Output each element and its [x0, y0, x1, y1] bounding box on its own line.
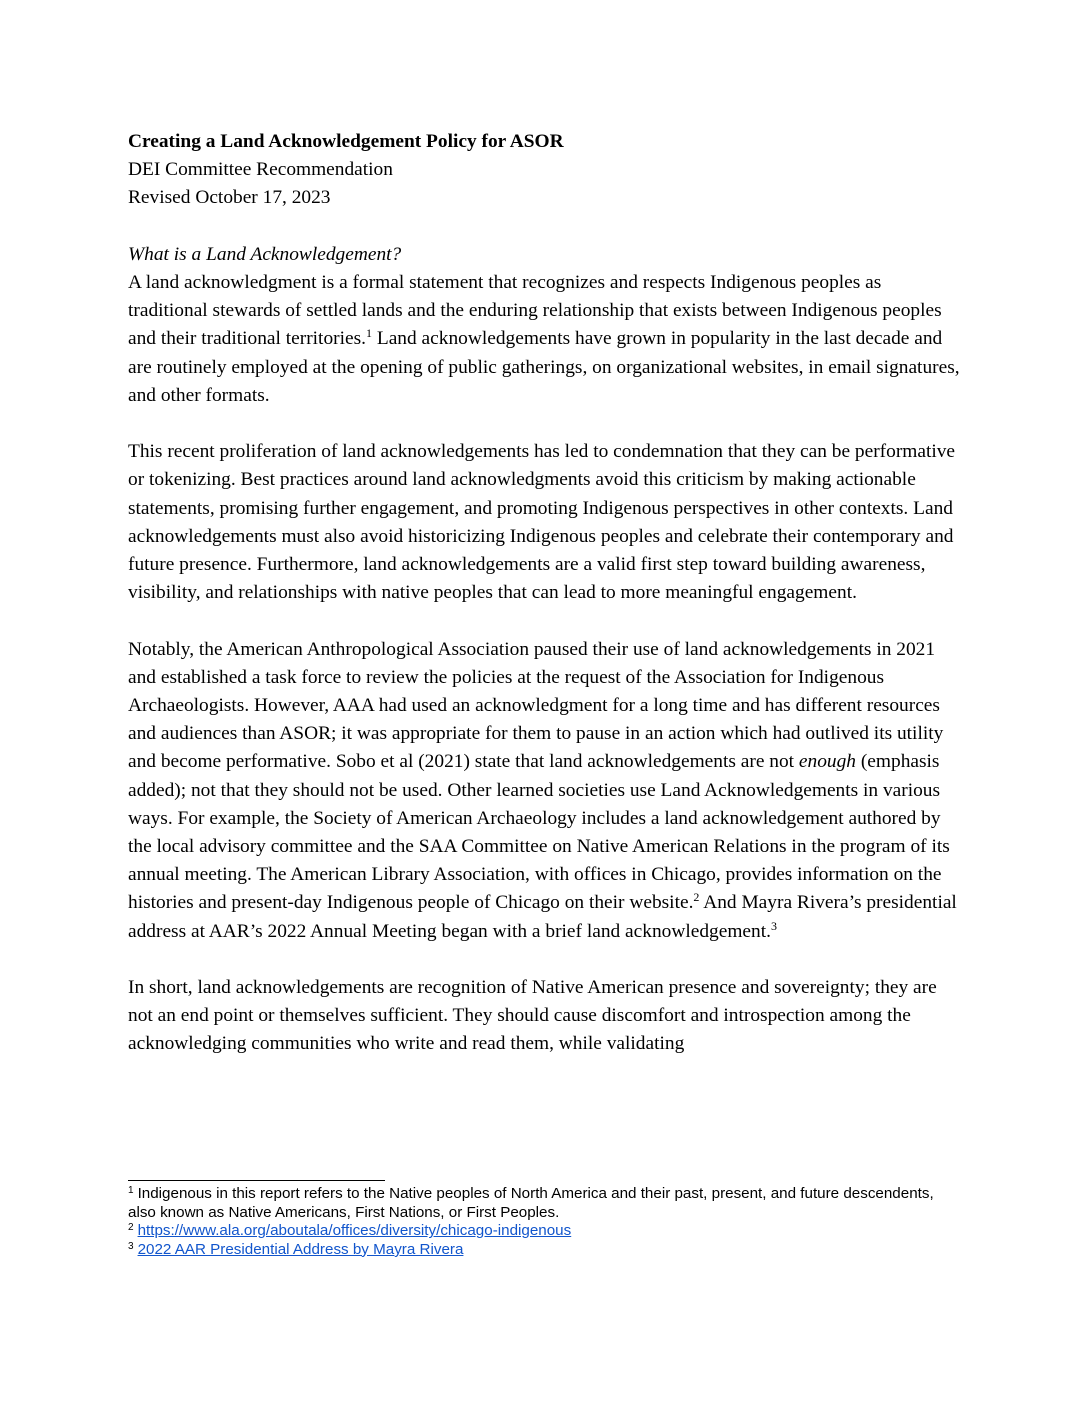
paragraph-3-emphasis: enough	[798, 751, 856, 773]
spacer	[128, 410, 960, 438]
footnote-link[interactable]: https://www.ala.org/aboutala/offices/diversity/chicago-indigenous	[137, 1222, 572, 1240]
footnote-number: 1	[128, 1185, 134, 1196]
paragraph-4: In short, land acknowledgements are recognition of Native American presence and sovereignty; they are not an end point or themselves sufficient. They should cause discomfort and introspection among the acknowledging communities who write and read them, while validating	[128, 977, 937, 1055]
footnote-text: Indigenous in this report refers to the Native peoples of North America and their past, present, and future descendents, also known as Native Americans, First Nations, or First Peoples.	[128, 1185, 934, 1221]
paragraph-1-text-a: A land acknowledgment is a formal statement that recognizes and respects Indigenous peoples as traditional stewards of settled lands and the enduring relationship that exists between Indigenous peoples and their traditional territories.	[128, 272, 942, 350]
footnote-link[interactable]: 2022 AAR Presidential Address by Mayra Rivera	[137, 1240, 464, 1258]
paragraph-3-text-b: (emphasis added); not that they should not be used. Other learned societies use Land Acknowledgements in various ways. For example, the Society of American Archaeology includes a land acknowledgement authored by the local advisory committee and the SAA Committee on Native American Relations in the program of its annual meeting. The American Library Association, with offices in Chicago, provides information on the histories and present-day Indigenous people of Chicago on their website.	[128, 751, 950, 914]
footnote-3	[128, 1241, 960, 1260]
spacer	[128, 946, 960, 974]
section-heading: What is a Land Acknowledgement?	[128, 243, 402, 265]
paragraph-3-text-a: Notably, the American Anthropological Association paused their use of land acknowledgements in 2021 and established a task force to review the policies at the request of the Association for Indigenous Archaeologists. However, AAA had used an acknowledgment for a long time and has different resources and audiences than ASOR; it was appropriate for them to pause in an action which had outlived its utility and become performative. Sobo et al (2021) state that land acknowledgements are not	[128, 638, 944, 773]
paragraph-3-text-c: And Mayra Rivera’s presidential address at AAR’s 2022 Annual Meeting began with a brief land acknowledgement.	[128, 892, 957, 942]
footnote-number: 3	[128, 1240, 134, 1252]
footnotes	[128, 1180, 960, 1259]
footnote-1	[128, 1185, 960, 1222]
paragraph-1-text-b: Land acknowledgements have grown in popularity in the last decade and are routinely employed at the opening of public gatherings, on organizational websites, in email signatures, and other formats.	[128, 328, 960, 406]
footnote-number: 2	[128, 1222, 134, 1234]
document-title: Creating a Land Acknowledgement Policy for ASOR	[128, 131, 564, 152]
paragraph-3	[128, 636, 960, 946]
footnote-ref-1[interactable]: 1	[366, 326, 372, 341]
footnote-2	[128, 1222, 960, 1241]
paragraph-2: This recent proliferation of land acknowledgements has led to condemnation that they can be performative or tokenizing. Best practices around land acknowledgments avoid this criticism by making actionable statements, promising further engagement, and promoting Indigenous perspectives in other contexts. Land acknowledgements must also avoid historicizing Indigenous peoples and celebrate their contemporary and future presence. Furthermore, land acknowledgements are a valid first step toward building awareness, visibility, and relationships with native peoples that can lead to more meaningful engagement.	[128, 441, 956, 604]
paragraph-1	[128, 269, 960, 410]
footnote-ref-3[interactable]: 3	[770, 918, 777, 933]
document-page	[128, 128, 960, 1059]
footnote-separator	[128, 1180, 385, 1181]
revision-date: Revised October 17, 2023	[128, 187, 331, 209]
document-subtitle: DEI Committee Recommendation	[128, 159, 393, 181]
spacer	[128, 607, 960, 635]
footnote-ref-2[interactable]: 2	[693, 890, 700, 905]
spacer	[128, 213, 960, 241]
